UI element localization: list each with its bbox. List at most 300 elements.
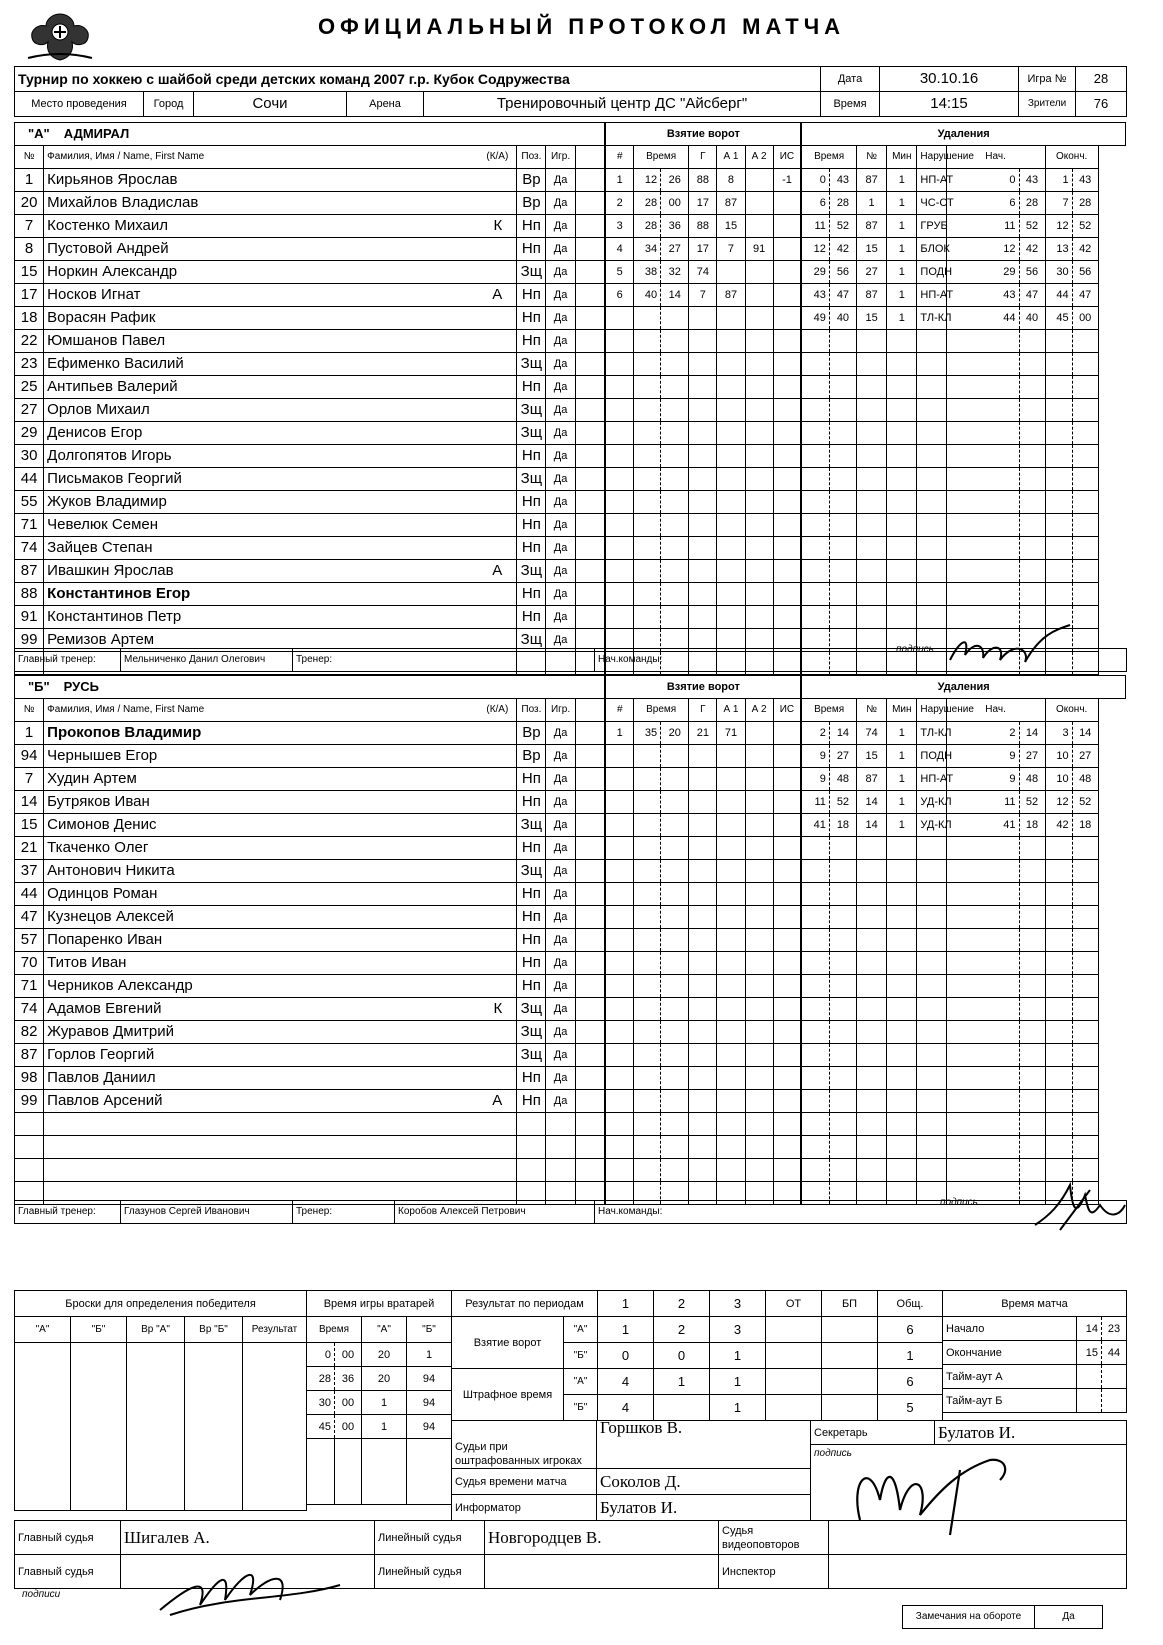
player-name [44, 768, 517, 791]
penalty-minutes: 1 [887, 768, 917, 791]
penalty-minutes [887, 1067, 917, 1090]
player-row [15, 768, 1126, 791]
start-time-value: 14:15 [880, 92, 1019, 117]
player-position: Нп [517, 975, 546, 998]
penalty-end-sec [1072, 560, 1098, 583]
penalty-time-min: 11 [801, 215, 829, 238]
penalty-start-min [946, 583, 1019, 606]
goal-number: 4 [605, 238, 633, 261]
goal-time-min [634, 468, 661, 491]
player-name [44, 722, 517, 745]
goal-situation [773, 768, 801, 791]
penalty-time-min [801, 906, 829, 929]
penalty-start-sec [1019, 1090, 1045, 1113]
goalie-time-min: 45 [307, 1415, 335, 1439]
penalty-end-sec [1072, 883, 1098, 906]
penalty-time-min [801, 514, 829, 537]
match-time-title: Время матча [943, 1291, 1127, 1317]
penalty-minutes: 1 [887, 284, 917, 307]
col-penalty-minutes: Мин [887, 146, 917, 169]
player-number [15, 1113, 44, 1136]
timekeeper-value: Соколов Д. [597, 1469, 811, 1495]
goalie-a: 20 [362, 1367, 407, 1391]
goal-time-sec: 00 [661, 192, 689, 215]
goal-time-sec [661, 745, 689, 768]
goal-situation [773, 722, 801, 745]
goal-scorer [689, 998, 717, 1021]
penalty-time-sec [829, 560, 856, 583]
goal-assist1 [717, 906, 745, 929]
goal-scorer [689, 353, 717, 376]
goal-scorer [689, 1113, 717, 1136]
penalty-end-sec [1072, 376, 1098, 399]
player-name [44, 583, 517, 606]
goal-assist1 [717, 1113, 745, 1136]
goals-a-p1: 1 [598, 1317, 654, 1343]
goal-time-sec [661, 860, 689, 883]
penalty-start-min: 11 [946, 215, 1019, 238]
timekeeper-label: Судья времени матча [452, 1469, 597, 1495]
penalty-minutes: 1 [887, 192, 917, 215]
player-position: Нп [517, 791, 546, 814]
penalty-player: 15 [856, 745, 886, 768]
penalty-start-sec [1019, 929, 1045, 952]
goal-assist2 [745, 261, 773, 284]
goal-time-sec [661, 837, 689, 860]
player-number: 44 [15, 468, 44, 491]
penalty-time-min [801, 883, 829, 906]
player-number: 74 [15, 998, 44, 1021]
penalty-end-min [1045, 330, 1072, 353]
penalty-time-min: 43 [801, 284, 829, 307]
goal-time-min [634, 1090, 661, 1113]
goal-number [605, 583, 633, 606]
goal-situation [773, 929, 801, 952]
goal-assist2 [745, 722, 773, 745]
player-played: Да [546, 560, 575, 583]
goal-assist1 [717, 952, 745, 975]
pim-b-p3: 1 [710, 1395, 766, 1421]
goal-assist1: 87 [717, 192, 745, 215]
penalty-start-sec: 42 [1019, 238, 1045, 261]
penalty-time-sec [829, 837, 856, 860]
goal-assist1: 71 [717, 722, 745, 745]
penalty-time-sec: 47 [829, 284, 856, 307]
goal-assist1 [717, 929, 745, 952]
player-name [44, 330, 517, 353]
team-a-goals-header: Взятие ворот [605, 123, 801, 146]
col-penalty-end: Оконч. [1045, 146, 1098, 169]
goal-time-min [634, 952, 661, 975]
player-played: Да [546, 376, 575, 399]
penalty-start-min [946, 837, 1019, 860]
goal-situation [773, 998, 801, 1021]
goal-time-min [634, 1159, 661, 1182]
penalty-violation [917, 606, 946, 629]
penalty-time-sec [829, 998, 856, 1021]
player-number: 99 [15, 1090, 44, 1113]
player-row [15, 998, 1126, 1021]
penalty-start-min [946, 537, 1019, 560]
player-position: Вр [517, 192, 546, 215]
match-time-min [1077, 1365, 1102, 1389]
penalty-start-sec [1019, 952, 1045, 975]
goalie-b: 1 [407, 1343, 452, 1367]
penalty-end-min [1045, 883, 1072, 906]
goal-assist1 [717, 261, 745, 284]
player-position: Зщ [517, 261, 546, 284]
penalty-minutes: 1 [887, 215, 917, 238]
goal-time-sec: 27 [661, 238, 689, 261]
penalty-start-sec [1019, 560, 1045, 583]
player-name [44, 353, 517, 376]
goal-assist2 [745, 952, 773, 975]
player-number: 98 [15, 1067, 44, 1090]
pim-a-p1: 4 [598, 1369, 654, 1395]
col-pos: Поз. [517, 699, 546, 722]
player-row [15, 215, 1126, 238]
penalty-end-min: 7 [1045, 192, 1072, 215]
col-no: № [15, 146, 44, 169]
player-played: Да [546, 583, 575, 606]
goal-number [605, 514, 633, 537]
arena-value: Тренировочный центр ДС "Айсберг" [424, 92, 821, 117]
goalie-time-row [307, 1343, 452, 1367]
goal-scorer [689, 1159, 717, 1182]
penalty-time-sec: 52 [829, 791, 856, 814]
player-row [15, 399, 1126, 422]
goalie-time-min: 0 [307, 1343, 335, 1367]
goal-time-min [634, 606, 661, 629]
penalty-start-min [946, 491, 1019, 514]
player-name-text: Орлов Михаил [47, 401, 150, 418]
penalty-violation [917, 583, 946, 606]
goal-time-min [634, 975, 661, 998]
goal-assist2 [745, 791, 773, 814]
goal-time-sec [661, 1090, 689, 1113]
player-row [15, 583, 1126, 606]
penalty-time-sec [829, 906, 856, 929]
goal-situation [773, 1067, 801, 1090]
remarks-label: Замечания на обороте [903, 1606, 1035, 1629]
penalty-time-sec [829, 606, 856, 629]
penalty-start-min [946, 952, 1019, 975]
player-row [15, 169, 1126, 192]
goal-time-min [634, 929, 661, 952]
goal-scorer [689, 422, 717, 445]
goal-number [605, 1090, 633, 1113]
penalty-end-sec [1072, 1021, 1098, 1044]
penalty-end-sec [1072, 422, 1098, 445]
penalty-time-sec [829, 491, 856, 514]
penalty-start-sec: 18 [1019, 814, 1045, 837]
player-name [44, 606, 517, 629]
penalty-end-sec [1072, 998, 1098, 1021]
venue-label: Место проведения [15, 92, 144, 117]
penalty-start-min [946, 1159, 1019, 1182]
player-name [44, 929, 517, 952]
player-name-text: Константинов Егор [47, 585, 191, 602]
goal-assist1: 8 [717, 169, 745, 192]
secretary-label: Секретарь [811, 1421, 935, 1445]
goal-time-sec [661, 814, 689, 837]
penalty-violation [917, 376, 946, 399]
penalty-end-sec [1072, 1113, 1098, 1136]
player-name [44, 491, 517, 514]
player-played: Да [546, 491, 575, 514]
penalty-start-min: 11 [946, 791, 1019, 814]
col-goal-number: # [605, 699, 633, 722]
period-3-header: 3 [710, 1291, 766, 1317]
goal-time-sec [661, 376, 689, 399]
penalty-end-min [1045, 929, 1072, 952]
penalty-end-sec [1072, 468, 1098, 491]
penalty-time-min [801, 583, 829, 606]
penalty-end-sec [1072, 491, 1098, 514]
goal-situation [773, 537, 801, 560]
goal-scorer: 88 [689, 169, 717, 192]
goal-scorer [689, 791, 717, 814]
goalie-b: 94 [407, 1391, 452, 1415]
goal-scorer [689, 307, 717, 330]
penalty-minutes: 1 [887, 238, 917, 261]
col-assist2: А 2 [745, 146, 773, 169]
player-name [44, 791, 517, 814]
goal-number [605, 1159, 633, 1182]
goal-situation [773, 307, 801, 330]
player-name-text: Титов Иван [47, 954, 127, 971]
player-number: 87 [15, 560, 44, 583]
player-played: Да [546, 238, 575, 261]
penalty-minutes [887, 860, 917, 883]
penalty-player [856, 1021, 886, 1044]
penalty-minutes: 1 [887, 307, 917, 330]
goal-number [605, 606, 633, 629]
player-played: Да [546, 629, 575, 652]
player-name [44, 169, 517, 192]
penalty-violation [917, 514, 946, 537]
goal-assist2 [745, 745, 773, 768]
goals-a-total: 6 [878, 1317, 943, 1343]
penalty-time-sec: 40 [829, 307, 856, 330]
goal-situation [773, 1090, 801, 1113]
penalty-minutes [887, 353, 917, 376]
col-penalty-end: Оконч. [1045, 699, 1098, 722]
goal-assist2 [745, 468, 773, 491]
penalty-violation: НП-АТ [917, 768, 946, 791]
goal-time-min: 28 [634, 215, 661, 238]
player-played: Да [546, 537, 575, 560]
player-position: Зщ [517, 1021, 546, 1044]
player-name-text: Худин Артем [47, 770, 137, 787]
player-position [517, 1136, 546, 1159]
player-number: 15 [15, 261, 44, 284]
player-position: Нп [517, 445, 546, 468]
player-row [15, 422, 1126, 445]
player-played: Да [546, 169, 575, 192]
player-number: 74 [15, 537, 44, 560]
player-name-text: Чернышев Егор [47, 747, 158, 764]
shootout-col-a: "А" [15, 1317, 71, 1343]
player-number: 57 [15, 929, 44, 952]
linesman-value: Новгородцев В. [485, 1521, 719, 1555]
goal-number: 5 [605, 261, 633, 284]
penalty-start-sec [1019, 1113, 1045, 1136]
penalty-start-min [946, 1090, 1019, 1113]
player-number: 25 [15, 376, 44, 399]
player-played: Да [546, 422, 575, 445]
penalty-time-min [801, 330, 829, 353]
penalty-player [856, 353, 886, 376]
penalty-start-min [946, 514, 1019, 537]
goal-situation [773, 261, 801, 284]
player-row [15, 514, 1126, 537]
goal-assist2 [745, 1090, 773, 1113]
goal-time-min: 12 [634, 169, 661, 192]
player-row [15, 491, 1126, 514]
penalty-end-sec [1072, 606, 1098, 629]
team-b-name: РУСЬ [63, 679, 99, 694]
penalty-end-sec: 47 [1072, 284, 1098, 307]
goal-time-min: 28 [634, 192, 661, 215]
goal-situation [773, 975, 801, 998]
goals-b-p3: 1 [710, 1343, 766, 1369]
goal-assist2: 91 [745, 238, 773, 261]
player-row [15, 1021, 1126, 1044]
penalty-end-min: 10 [1045, 745, 1072, 768]
penalty-minutes [887, 1021, 917, 1044]
player-number: 7 [15, 215, 44, 238]
player-row [15, 745, 1126, 768]
goal-situation [773, 791, 801, 814]
penalty-start-min [946, 353, 1019, 376]
player-row [15, 1090, 1126, 1113]
penalty-start-sec: 43 [1019, 169, 1045, 192]
shootout-col-b: "Б" [71, 1317, 127, 1343]
penalty-start-sec [1019, 399, 1045, 422]
player-row [15, 906, 1126, 929]
penalty-time-min: 6 [801, 192, 829, 215]
goal-assist2 [745, 975, 773, 998]
penalty-end-min: 42 [1045, 814, 1072, 837]
goal-number [605, 353, 633, 376]
player-name [44, 514, 517, 537]
player-position [517, 1159, 546, 1182]
penalty-start-min [946, 998, 1019, 1021]
penalty-time-min [801, 837, 829, 860]
penalty-player: 15 [856, 238, 886, 261]
goal-situation [773, 330, 801, 353]
penalty-time-sec [829, 514, 856, 537]
goal-situation [773, 192, 801, 215]
goal-time-sec: 26 [661, 169, 689, 192]
player-number: 29 [15, 422, 44, 445]
goal-scorer: 88 [689, 215, 717, 238]
col-penalty-start: Нач. [946, 699, 1045, 722]
player-played: Да [546, 722, 575, 745]
penalty-minutes [887, 583, 917, 606]
goal-assist2 [745, 330, 773, 353]
col-played: Игр. [546, 146, 575, 169]
player-name-text: Жуков Владимир [47, 493, 167, 510]
penalty-start-min: 9 [946, 768, 1019, 791]
penalty-violation [917, 1090, 946, 1113]
goal-assist1 [717, 745, 745, 768]
penalty-time-min: 0 [801, 169, 829, 192]
goal-assist2 [745, 814, 773, 837]
goal-time-sec [661, 791, 689, 814]
penalty-start-sec: 27 [1019, 745, 1045, 768]
goalie-b: 94 [407, 1367, 452, 1391]
goal-situation [773, 560, 801, 583]
goal-situation [773, 583, 801, 606]
goals-a-p2: 2 [654, 1317, 710, 1343]
penalty-minutes [887, 330, 917, 353]
goal-assist2 [745, 1021, 773, 1044]
penalty-start-sec [1019, 998, 1045, 1021]
player-name [44, 952, 517, 975]
page-title: ОФИЦИАЛЬНЫЙ ПРОТОКОЛ МАТЧА [317, 14, 846, 39]
player-row [15, 560, 1126, 583]
penalty-start-sec: 56 [1019, 261, 1045, 284]
penalty-player [856, 422, 886, 445]
match-time-sec: 44 [1102, 1341, 1127, 1365]
goal-situation [773, 883, 801, 906]
player-position: Нп [517, 952, 546, 975]
penalty-end-sec [1072, 330, 1098, 353]
pim-row-label: Штрафное время [452, 1369, 564, 1421]
penalty-end-sec [1072, 537, 1098, 560]
penalty-player: 87 [856, 169, 886, 192]
player-played: Да [546, 998, 575, 1021]
player-name-text: Адамов Евгений [47, 1000, 162, 1017]
goals-a-ot [766, 1317, 822, 1343]
penalty-player [856, 975, 886, 998]
col-assist1: А 1 [717, 146, 745, 169]
penalty-violation [917, 468, 946, 491]
goal-assist2 [745, 1159, 773, 1182]
goal-time-sec [661, 491, 689, 514]
goal-situation [773, 353, 801, 376]
goal-assist2 [745, 583, 773, 606]
player-row [15, 445, 1126, 468]
goal-assist1 [717, 491, 745, 514]
player-position: Нп [517, 1090, 546, 1113]
penalty-player [856, 837, 886, 860]
goal-time-sec [661, 330, 689, 353]
goal-time-min [634, 837, 661, 860]
penalty-start-min [946, 468, 1019, 491]
goal-time-min [634, 491, 661, 514]
penalty-start-sec [1019, 330, 1045, 353]
team-a-head-coach: Мельниченко Данил Олегович [121, 649, 293, 672]
penalty-end-min [1045, 1090, 1072, 1113]
penalty-start-sec [1019, 1021, 1045, 1044]
goals-a-so [822, 1317, 878, 1343]
team-b-coach-label: Тренер: [293, 1201, 395, 1224]
goalie-time-min: 28 [307, 1367, 335, 1391]
penalty-player [856, 583, 886, 606]
penalty-end-sec: 43 [1072, 169, 1098, 192]
penalty-minutes [887, 422, 917, 445]
col-assist2: А 2 [745, 699, 773, 722]
goal-number [605, 399, 633, 422]
goal-assist1 [717, 422, 745, 445]
penalty-violation: ТЛ-КЛ [917, 307, 946, 330]
penalty-end-sec [1072, 399, 1098, 422]
goal-number [605, 491, 633, 514]
player-number: 91 [15, 606, 44, 629]
